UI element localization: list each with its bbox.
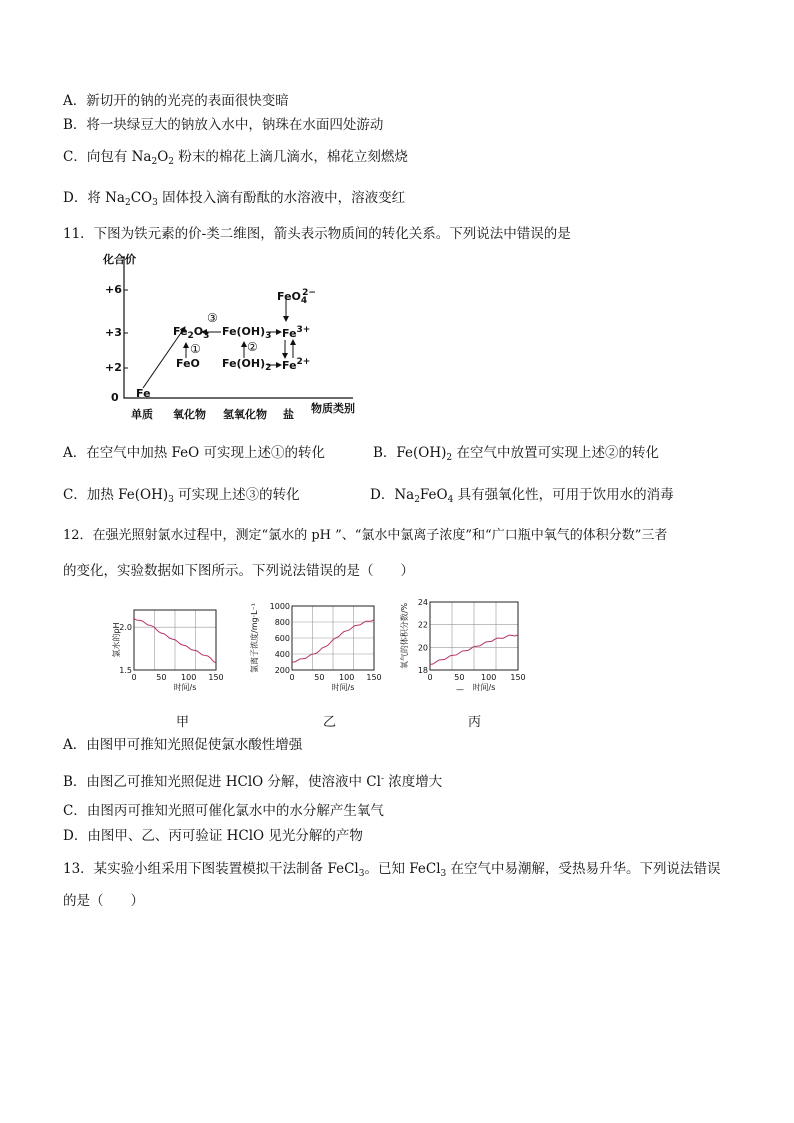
x-tick-label: 0 — [427, 673, 433, 682]
x-tick-label: 50 — [454, 673, 465, 682]
q11-option-c: C．加热 $Fe(OH)_3$ 可实现上述③的转化 — [63, 487, 300, 505]
x-tick-label: 150 — [366, 673, 382, 682]
q10-option-d: D．将 $Na_2CO_3$ 固体投入滴有酚酞的水溶液中，溶液变红 — [63, 190, 406, 208]
y-tick-label: 18 — [417, 666, 428, 675]
q10-option-a: A．新切开的钠的光亮的表面很快变暗 — [63, 93, 289, 109]
y-axis-label: 氧气的体积分数/% — [400, 602, 409, 670]
q12-stem-line1: 12．在强光照射氯水过程中，测定“氯水的 pH ”、“氯水中氯离子浓度”和“广口瓶中氧气的体积分数”三者 — [63, 528, 668, 543]
species-feoh2: $Fe(OH)_2$ — [222, 357, 272, 373]
x-tick-label: 100 — [481, 673, 497, 682]
chart-yi — [250, 596, 390, 700]
diagram-x-label: 氧化物 — [173, 408, 206, 421]
y-tick-label: 1000 — [269, 602, 290, 611]
y-tick-label: 2.0 — [119, 623, 132, 633]
y-axis-label: 氯离子浓度/mg·L⁻¹ — [250, 603, 259, 673]
y-tick-label: 400 — [274, 650, 290, 659]
chart-caption-bing: 丙 — [468, 715, 482, 730]
x-axis-label: 时间/s — [472, 683, 496, 692]
y-tick-label: 1.5 — [119, 666, 132, 675]
q11-option-a: A．在空气中加热 FeO 可实现上述①的转化 — [63, 445, 326, 461]
x-axis-note: — — [456, 685, 464, 694]
q10-option-c: C．向包有 $Na_2O_2$ 粉末的棉花上滴几滴水，棉花立刻燃烧 — [63, 149, 408, 167]
q12-option-b: B．由图乙可推知光照促进 HClO 分解，使溶液中 Cl- 浓度增大 — [63, 774, 443, 790]
y-tick-label: 600 — [274, 634, 290, 643]
diagram-x-label: 单质 — [131, 408, 153, 421]
x-tick-label: 150 — [208, 673, 224, 682]
x-tick-label: 100 — [339, 673, 355, 682]
species-feoh3: $Fe(OH)_3$ — [222, 325, 272, 341]
marker-2: ② — [247, 340, 258, 354]
x-tick-label: 50 — [314, 673, 325, 682]
q11-stem: 11．下图为铁元素的价-类二维图，箭头表示物质间的转化关系。下列说法中错误的是 — [63, 226, 571, 242]
q12-stem-line2: 的变化，实验数据如下图所示。下列说法错误的是（ ） — [63, 563, 414, 579]
y-tick-label: 800 — [274, 618, 290, 627]
diagram-x-label: 盐 — [283, 408, 294, 421]
x-axis-label: 时间/s — [331, 683, 355, 692]
x-tick-label: 50 — [156, 673, 167, 682]
marker-3: ③ — [207, 311, 218, 325]
diagram-y-tick: +2 — [105, 361, 122, 374]
chart-jia — [112, 596, 232, 700]
y-tick-label: 20 — [417, 643, 428, 653]
species-fe3plus: $Fe^{3+}$ — [282, 325, 311, 340]
diagram-x-label: 氢氧化物 — [223, 408, 267, 421]
q10-option-b: B．将一块绿豆大的钠放入水中，钠珠在水面四处游动 — [63, 117, 384, 133]
diagram-y-title: 化合价 — [103, 253, 136, 266]
q12-option-a: A．由图甲可推知光照促使氯水酸性增强 — [63, 737, 303, 753]
q12-option-c: C．由图丙可推知光照可催化氯水中的水分解产生氧气 — [63, 803, 384, 819]
species-feo: FeO — [176, 357, 200, 370]
species-fe2o3: $Fe_2O_3$ — [173, 325, 210, 341]
x-tick-label: 150 — [510, 673, 526, 682]
chart-caption-jia: 甲 — [176, 715, 190, 730]
q11-option-b: B．$Fe(OH)_2$ 在空气中放置可实现上述②的转化 — [373, 445, 659, 463]
y-tick-label: 200 — [274, 666, 290, 675]
diagram-y-tick: 0 — [111, 391, 119, 404]
y-tick-label: 24 — [417, 598, 428, 607]
species-feo4: FeO$_4^{2-}$ — [277, 288, 316, 306]
q13-stem-line2: 的是（ ） — [63, 893, 144, 909]
x-tick-label: 0 — [289, 673, 295, 682]
q11-option-d: D．$Na_2FeO_4$ 具有强氧化性，可用于饮用水的消毒 — [370, 487, 674, 505]
x-tick-label: 100 — [181, 673, 197, 682]
y-tick-label: 22 — [417, 620, 428, 630]
chart-caption-yi: 乙 — [323, 715, 337, 730]
q12-option-d: D．由图甲、乙、丙可验证 HClO 见光分解的产物 — [63, 828, 363, 844]
x-axis-label: 时间/s — [173, 683, 197, 692]
diagram-y-tick: +6 — [105, 283, 122, 296]
chart-bing — [400, 592, 534, 700]
diagram-y-tick: +3 — [105, 326, 122, 339]
species-fe: Fe — [136, 387, 151, 400]
marker-1: ① — [190, 342, 201, 356]
species-fe2plus: $Fe^{2+}$ — [282, 357, 311, 372]
x-tick-label: 0 — [131, 673, 137, 682]
y-axis-label: 氯水的pH — [112, 622, 121, 658]
diagram-x-title: 物质类别 — [311, 402, 355, 415]
q13-stem-line1: 13．某实验小组采用下图装置模拟干法制备 FeCl$_3$。已知 FeCl$_3$ 在空气中易潮解，受热易升华。下列说法错误 — [63, 861, 721, 879]
iron-valence-class-diagram — [103, 251, 365, 421]
